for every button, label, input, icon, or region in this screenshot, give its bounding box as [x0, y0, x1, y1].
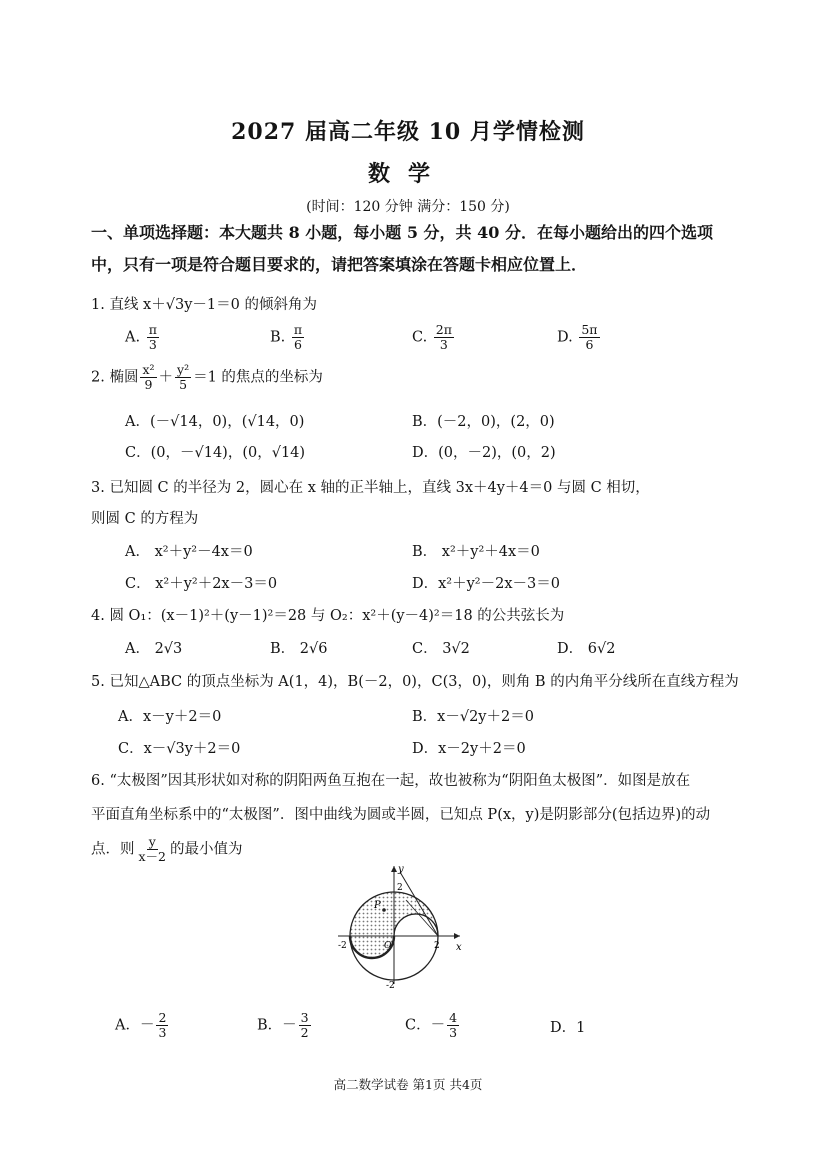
- question-2: 2. 椭圆 $\frac{\text{x²}}{9}$ ＋ $\frac{\text{y²}}{5}$ ＝1 的焦点的坐标为: [91, 362, 323, 392]
- q1-option-c: C. $\frac{2\pi}{3}$: [412, 322, 452, 352]
- taiji-figure: [330, 860, 470, 992]
- q5-option-b: B．x－√2y＋2＝0: [412, 709, 534, 725]
- question-4: 4. 圆 O₁：(x－1)²＋(y－1)²＝28 与 O₂：x²＋(y－4)²＝18 的公共弦长为: [91, 608, 565, 624]
- q4-option-c: C． 3√2: [412, 641, 470, 657]
- question-number: 1.: [91, 297, 105, 313]
- tick-x-neg: -2: [338, 941, 347, 951]
- question-1: [91, 293, 317, 314]
- q4-option-d: D． 6√2: [557, 641, 616, 657]
- q1-option-d: D. $\frac{5\pi}{6}$: [557, 322, 598, 352]
- q6-option-c: C．－ $\frac{4}{3}$: [405, 1010, 458, 1040]
- question-6-line2: 平面直角坐标系中的“太极图”．图中曲线为圆或半圆，已知点 P(x，y)是阴影部分(包括边界)的动: [91, 807, 711, 823]
- q4-option-b: B． 2√6: [270, 641, 328, 657]
- q4-option-a: A． 2√3: [125, 641, 183, 657]
- q5-option-a: A．x－y＋2＝0: [118, 709, 222, 725]
- section-instructions-line1: 一、单项选择题：本大题共 8 小题，每小题 5 分，共 40 分．在每小题给出的四个选项: [91, 223, 713, 242]
- point-p-dot: [382, 908, 386, 912]
- question-5: 5. 已知△ABC 的顶点坐标为 A(1，4)，B(－2，0)，C(3，0)，则角 B 的内角平分线所在直线方程为: [91, 674, 739, 690]
- q2-option-d: D．(0，－2)，(0，2): [412, 445, 556, 461]
- axis-x-label: x: [456, 942, 462, 953]
- q1-option-b: B. $\frac{\pi}{6}$: [270, 322, 303, 352]
- tick-y-neg: -2: [386, 981, 395, 991]
- q6-option-d: D．1: [550, 1020, 586, 1036]
- question-6: 6. “太极图”因其形状如对称的阴阳两鱼互抱在一起，故也被称为“阴阳鱼太极图”．如图是放在: [91, 773, 691, 789]
- q2-option-b: B．(－2，0)，(2，0): [412, 414, 555, 430]
- q3-option-a: A． x²＋y²－4x＝0: [125, 544, 253, 560]
- origin-label: O: [384, 941, 392, 951]
- question-3-line2: 则圆 C 的方程为: [91, 511, 199, 527]
- tick-y-pos: 2: [397, 883, 403, 893]
- q5-option-c: C．x－√3y＋2＝0: [118, 741, 241, 757]
- q6-option-a: A．－ $\frac{2}{3}$: [115, 1010, 167, 1040]
- exam-title: 2027 届高二年级 10 月学情检测: [231, 119, 585, 145]
- q3-option-b: B． x²＋y²＋4x＝0: [412, 544, 540, 560]
- axis-y-label: y: [398, 864, 404, 875]
- q5-option-d: D．x－2y＋2＝0: [412, 741, 526, 757]
- section-instructions-line2: 中，只有一项是符合题目要求的，请把答案填涂在答题卡相应位置上．: [91, 255, 588, 274]
- question-stem: 直线 x＋√3y－1＝0 的倾斜角为: [109, 297, 317, 313]
- exam-meta: (时间：120 分钟 满分：150 分): [306, 199, 510, 215]
- x-axis-arrow: [454, 933, 460, 939]
- y-axis-arrow: [391, 866, 397, 872]
- q2-option-a: A．(－√14，0)，(√14，0): [125, 414, 305, 430]
- q3-option-c: C． x²＋y²＋2x－3＝0: [125, 576, 278, 592]
- question-6-line3: 点．则 $\frac{y}{x-2}$ 的最小值为: [91, 834, 243, 864]
- q3-option-d: D．x²＋y²－2x－3＝0: [412, 576, 560, 592]
- page-footer: 高二数学试卷 第1页 共4页: [333, 1077, 483, 1092]
- question-3: 3. 已知圆 C 的半径为 2，圆心在 x 轴的正半轴上，直线 3x＋4y＋4＝0 与圆 C 相切，: [91, 480, 650, 496]
- q6-option-b: B．－ $\frac{3}{2}$: [257, 1010, 309, 1040]
- tick-x-pos: 2: [434, 941, 440, 951]
- point-p-label: P: [374, 900, 381, 911]
- subject-title: 数学: [367, 161, 448, 187]
- q2-option-c: C．(0，－√14)，(0，√14): [125, 445, 306, 461]
- q1-option-a: A. $\frac{\pi}{3}$: [125, 322, 157, 352]
